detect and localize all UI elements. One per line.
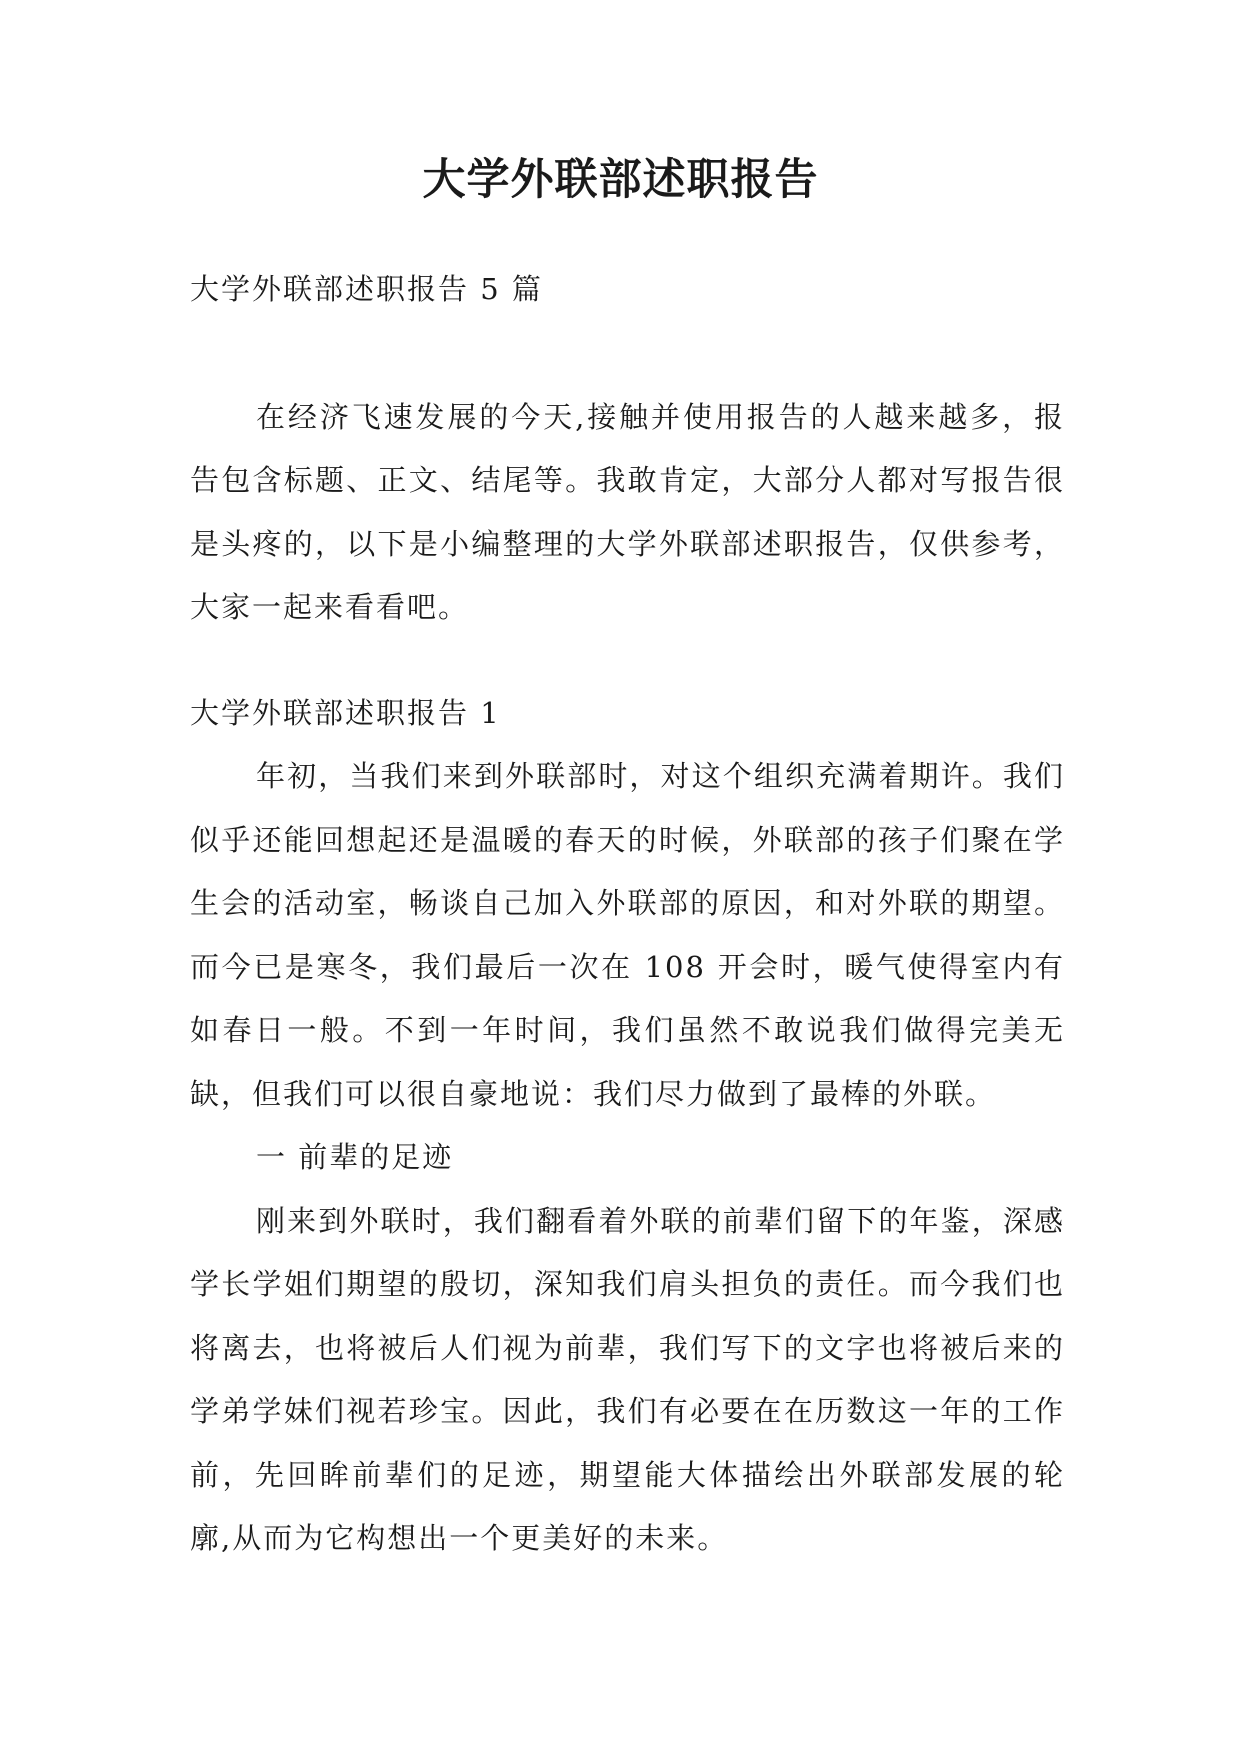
document-subtitle: 大学外联部述职报告 5 篇: [190, 272, 543, 306]
intro-paragraph: 在经济飞速发展的今天,接触并使用报告的人越来越多，报告包含标题、正文、结尾等。我敢肯定，大部分人都对写报告很是头疼的，以下是小编整理的大学外联部述职报告，仅供参考，大家一起来看看吧。: [190, 399, 1065, 624]
document-body: [190, 258, 1065, 1571]
body-paragraph-1: 年初，当我们来到外联部时，对这个组织充满着期许。我们似乎还能回想起还是温暖的春天的时候，外联部的孩子们聚在学生会的活动室，畅谈自己加入外联部的原因，和对外联的期望。而今已是寒冬，我们最后一次在 108 开会时，暖气使得室内有如春日一般。不到一年时间，我们虽然不敢说我们做得完美无缺，但我们可以很自豪地说：我们尽力做到了最棒的外联。: [190, 759, 1065, 1111]
section-heading: 大学外联部述职报告 1: [190, 695, 501, 730]
document-title: 大学外联部述职报告: [422, 155, 819, 205]
subheading: 一 前辈的足迹: [256, 1140, 454, 1174]
body-paragraph-2: 刚来到外联时，我们翻看着外联的前辈们留下的年鉴，深感学长学姐们期望的殷切，深知我们肩头担负的责任。而今我们也将离去，也将被后人们视为前辈，我们写下的文字也将被后来的学弟学妹们视若珍宝。因此，我们有必要在在历数这一年的工作前，先回眸前辈们的足迹，期望能大体描绘出外联部发展的轮廓,从而为它构想出一个更美好的未来。: [190, 1203, 1065, 1555]
